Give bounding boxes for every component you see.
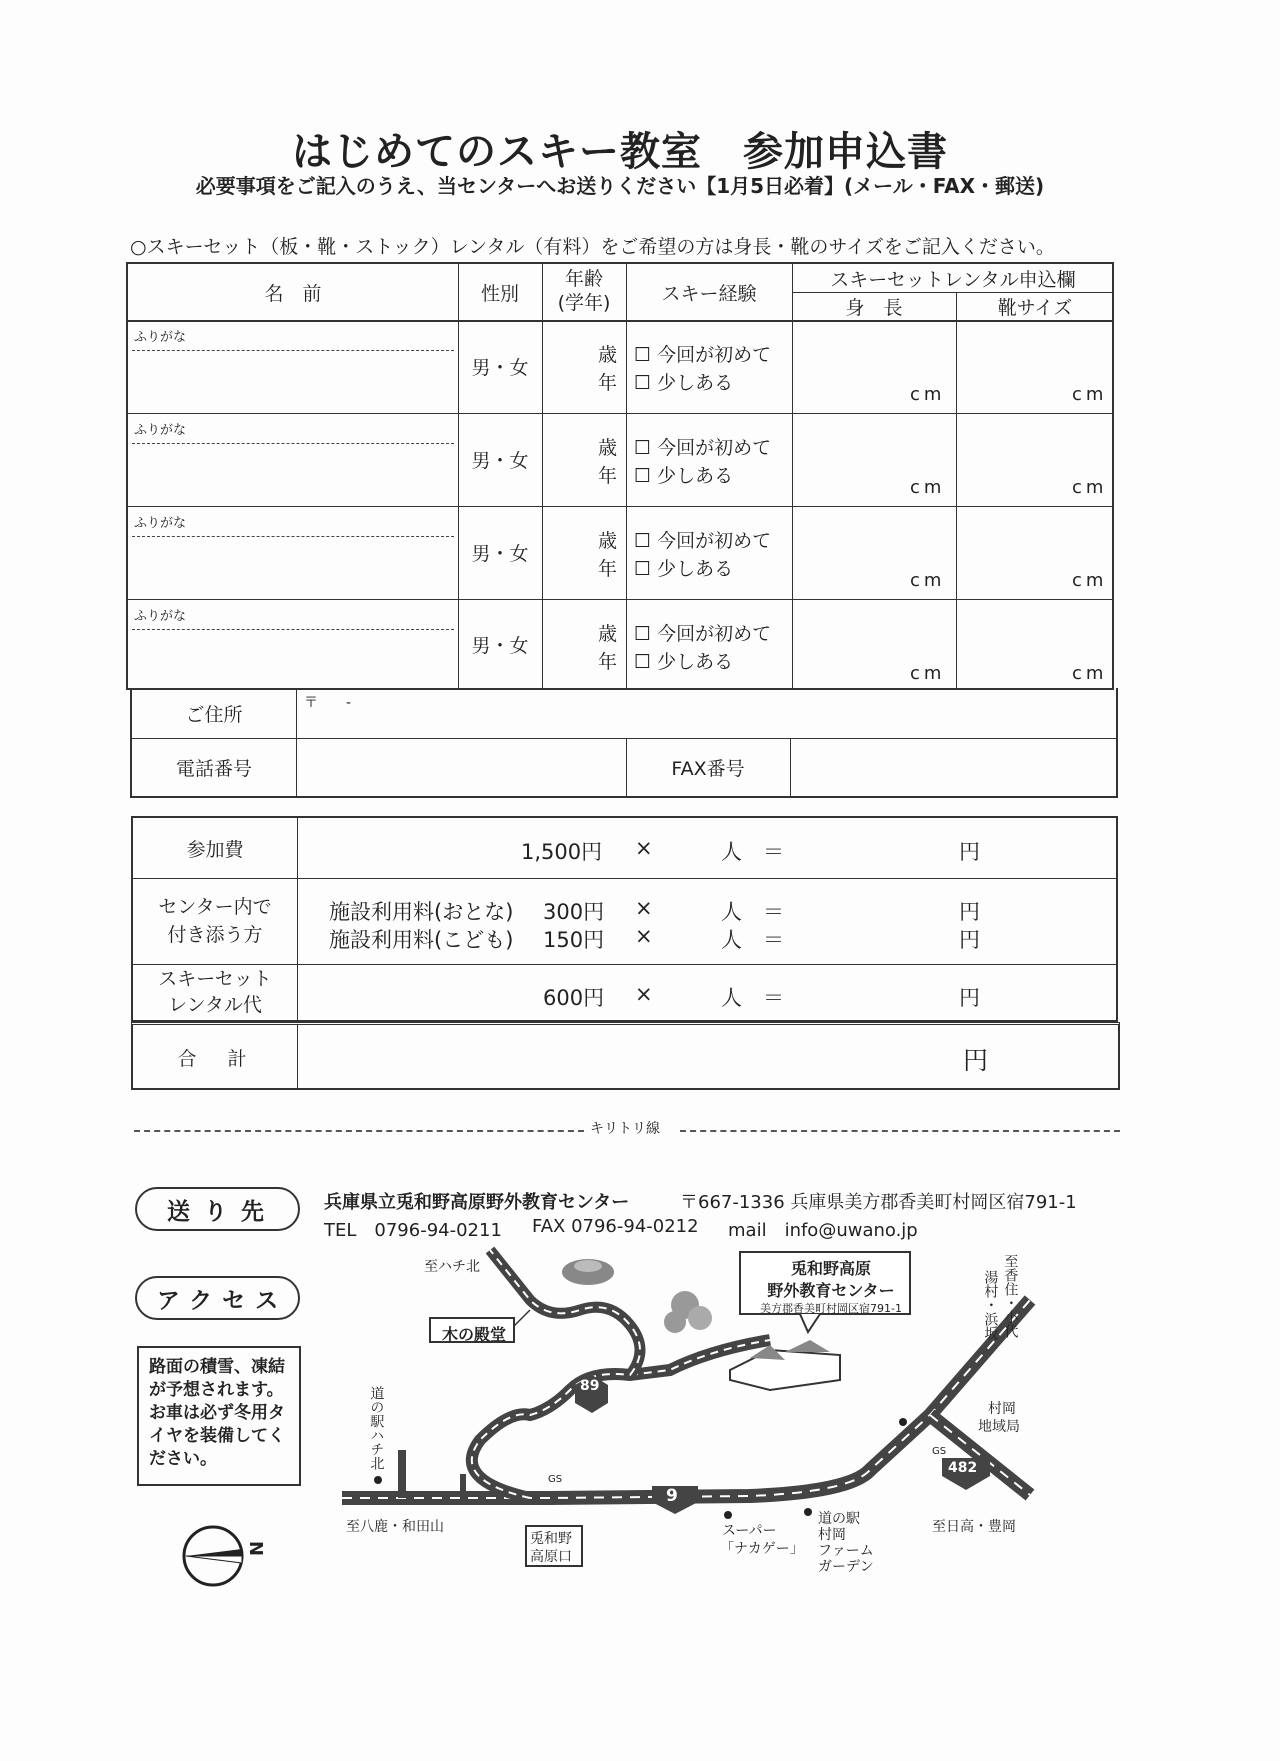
address-label: ご住所 xyxy=(185,703,243,726)
map-label-kinodendo: 木の殿堂 xyxy=(442,1325,507,1344)
experience-some-checkbox[interactable]: ☐ 少しある xyxy=(634,372,734,394)
adult-fee-item: 施設利用料(おとな) xyxy=(329,900,514,924)
center-address: 〒667-1336 兵庫県美方郡香美町村岡区宿791-1 xyxy=(680,1192,1077,1213)
header-grade-label: (学年) xyxy=(557,292,611,314)
height-unit: cm xyxy=(910,384,946,405)
times-sign: × xyxy=(635,924,653,948)
age-unit: 歳 xyxy=(598,437,618,459)
map-label-muraoka-2: 地域局 xyxy=(978,1419,1020,1435)
route-89-road xyxy=(472,1250,770,1498)
map-label-to-hachikita: 至ハチ北 xyxy=(424,1259,480,1275)
entry-fee-label: 参加費 xyxy=(186,838,244,861)
furigana-label: ふりがな xyxy=(134,516,187,531)
center-email[interactable]: mail info@uwano.jp xyxy=(728,1220,918,1241)
experience-first-checkbox[interactable]: ☐ 今回が初めて xyxy=(634,344,772,366)
center-tel: TEL 0796-94-0211 xyxy=(324,1220,502,1241)
furigana-label: ふりがな xyxy=(134,609,187,624)
companion-label: センター内で 付き添う方 xyxy=(158,895,272,946)
map-label-to-hidaka: 至日高・豊岡 xyxy=(932,1519,1016,1535)
experience-first-checkbox[interactable]: ☐ 今回が初めて xyxy=(634,623,772,645)
header-experience: スキー経験 xyxy=(661,282,757,305)
experience-some-checkbox[interactable]: ☐ 少しある xyxy=(634,651,734,673)
persons-unit: 人 xyxy=(721,928,742,952)
furigana-label: ふりがな xyxy=(134,423,187,438)
header-height: 身 長 xyxy=(845,296,903,319)
fee-table xyxy=(131,816,1118,1022)
map-label-gas-station: GS xyxy=(548,1474,563,1485)
compass-north-label: N xyxy=(247,1540,269,1557)
header-age-label: 年齢 xyxy=(564,268,603,291)
persons-unit: 人 xyxy=(721,840,742,864)
equals-sign: ＝ xyxy=(763,840,784,864)
age-unit: 歳 xyxy=(598,530,618,552)
postal-mark: 〒 - xyxy=(304,695,352,711)
yen-unit: 円 xyxy=(959,986,980,1010)
fax-input[interactable] xyxy=(790,738,1118,796)
times-sign: × xyxy=(635,836,653,860)
map-label-center-address: 美方郡香美町村岡区宿791-1 xyxy=(760,1302,902,1315)
map-label-uwano-entrance-2: 高原口 xyxy=(530,1549,572,1565)
application-table xyxy=(126,262,1114,690)
adult-fee-price: 300円 xyxy=(543,900,605,924)
header-rental: スキーセットレンタル申込欄 xyxy=(830,268,1076,291)
times-sign: × xyxy=(635,896,653,920)
cut-line-label: キリトリ線 xyxy=(590,1121,660,1137)
gender-field[interactable]: 男・女 xyxy=(471,450,529,472)
access-badge: アクセス xyxy=(135,1276,300,1320)
furigana-label: ふりがな xyxy=(134,330,187,345)
height-unit: cm xyxy=(910,570,946,591)
map-label-uwano-entrance-1: 兎和野 xyxy=(530,1531,572,1547)
gender-field[interactable]: 男・女 xyxy=(471,543,529,565)
phone-label: 電話番号 xyxy=(175,757,252,780)
map-label-route-482: 482 xyxy=(948,1460,978,1476)
equals-sign: ＝ xyxy=(763,900,784,924)
map-label-michinoeki-muraoka-2: 村岡 xyxy=(818,1527,846,1543)
map-label-to-yoka: 至八鹿・和田山 xyxy=(346,1519,444,1535)
map-label-supermarket-1: スーパー xyxy=(722,1523,777,1539)
gender-field[interactable]: 男・女 xyxy=(471,357,529,379)
map-label-to-kasumi: 至香住・小代 xyxy=(1002,1254,1019,1338)
address-input[interactable] xyxy=(296,688,1118,738)
entry-fee-price: 1,500円 xyxy=(521,840,603,864)
equals-sign: ＝ xyxy=(763,928,784,952)
persons-unit: 人 xyxy=(721,986,742,1010)
winter-warning-text: 路面の積雪、凍結が予想されます。お車は必ず冬用タイヤを装備してください。 xyxy=(149,1357,285,1469)
total-table xyxy=(131,1022,1120,1090)
yen-unit: 円 xyxy=(959,900,980,924)
winter-warning-box xyxy=(137,1346,301,1486)
shoe-unit: cm xyxy=(1072,477,1108,498)
rental-note: ○スキーセット（板・靴・ストック）レンタル（有料）をご希望の方は身長・靴のサイズをご記入ください。 xyxy=(130,236,1055,258)
times-sign: × xyxy=(635,982,653,1006)
map-label-center-name-2: 野外教育センター xyxy=(767,1281,895,1300)
persons-unit: 人 xyxy=(721,900,742,924)
map-label-michinoeki-muraoka-4: ガーデン xyxy=(818,1559,874,1575)
center-fax: FAX 0796-94-0212 xyxy=(532,1216,699,1237)
page-title: はじめてのスキー教室 参加申込書 xyxy=(292,129,948,175)
height-unit: cm xyxy=(910,477,946,498)
grade-unit: 年 xyxy=(598,558,618,580)
child-fee-item: 施設利用料(こども) xyxy=(329,928,514,952)
experience-first-checkbox[interactable]: ☐ 今回が初めて xyxy=(634,530,772,552)
child-fee-price: 150円 xyxy=(543,928,605,952)
grade-unit: 年 xyxy=(598,465,618,487)
equals-sign: ＝ xyxy=(763,986,784,1010)
yen-unit: 円 xyxy=(959,840,980,864)
map-label-muraoka-1: 村岡 xyxy=(988,1401,1016,1417)
contact-table xyxy=(130,688,1118,798)
kinodendo-icon xyxy=(562,1259,614,1285)
total-yen-unit: 円 xyxy=(963,1046,989,1075)
experience-first-checkbox[interactable]: ☐ 今回が初めて xyxy=(634,437,772,459)
grade-unit: 年 xyxy=(598,651,618,673)
phone-input[interactable] xyxy=(296,738,626,796)
cut-line-left xyxy=(134,1130,584,1132)
age-unit: 歳 xyxy=(598,344,618,366)
shoe-unit: cm xyxy=(1072,663,1108,684)
map-label-route-9: 9 xyxy=(666,1486,678,1506)
yen-unit: 円 xyxy=(959,928,980,952)
grade-unit: 年 xyxy=(598,372,618,394)
gender-field[interactable]: 男・女 xyxy=(471,635,529,657)
map-label-route-89: 89 xyxy=(580,1378,600,1394)
send-to-badge: 送り先 xyxy=(135,1187,300,1231)
header-gender: 性別 xyxy=(480,282,519,305)
fax-label: FAX番号 xyxy=(671,757,745,780)
cut-line-right xyxy=(680,1130,1120,1132)
page-subtitle: 必要事項をご記入のうえ、当センターへお送りください【1月5日必着】(メール・FAX・郵送) xyxy=(195,174,1045,198)
age-unit: 歳 xyxy=(598,623,618,645)
header-age xyxy=(542,264,626,320)
experience-some-checkbox[interactable]: ☐ 少しある xyxy=(634,465,734,487)
rental-fee-label: スキーセット レンタル代 xyxy=(158,968,272,1016)
height-unit: cm xyxy=(910,663,946,684)
header-shoe-size: 靴サイズ xyxy=(997,296,1073,319)
rental-fee-price: 600円 xyxy=(543,986,605,1010)
center-org-name: 兵庫県立兎和野高原野外教育センター xyxy=(324,1192,630,1213)
map-label-michinoeki-muraoka-3: ファーム xyxy=(818,1543,874,1559)
shoe-unit: cm xyxy=(1072,384,1108,405)
shoe-unit: cm xyxy=(1072,570,1108,591)
header-name: 名 前 xyxy=(264,282,322,305)
map-label-michinoeki-muraoka-1: 道の駅 xyxy=(818,1511,860,1527)
experience-some-checkbox[interactable]: ☐ 少しある xyxy=(634,558,734,580)
map-label-to-yumura: 湯村・浜坂 xyxy=(982,1270,999,1340)
map-label-gas-station: GS xyxy=(932,1446,947,1457)
map-label-supermarket-2: 「ナカゲー」 xyxy=(720,1541,804,1557)
map-label-center-name-1: 兎和野高原 xyxy=(790,1259,871,1278)
total-label: 合 計 xyxy=(177,1047,253,1070)
map-label-michinoeki-hachikita: 道の駅ハチ北 xyxy=(368,1386,385,1470)
trees-icon xyxy=(664,1291,712,1333)
